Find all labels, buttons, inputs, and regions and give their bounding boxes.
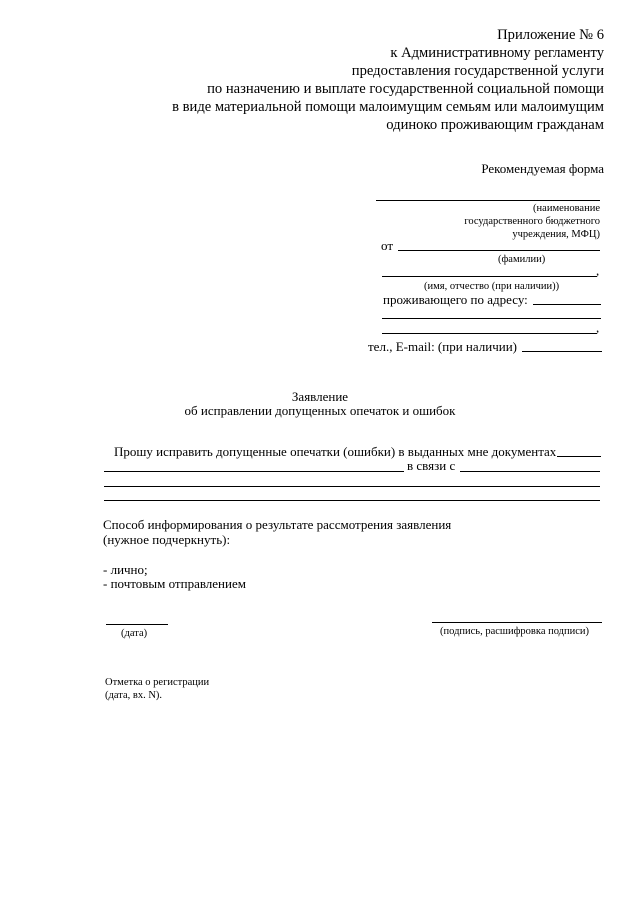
signature-hint: (подпись, расшифровка подписи) (440, 626, 590, 637)
date-hint: (дата) (121, 628, 148, 639)
phone-label: тел., E-mail: (при наличии) (368, 339, 517, 354)
from-label: от (381, 238, 394, 253)
due-to-label: в связи с (407, 458, 456, 473)
name-line-comma: , (596, 263, 600, 278)
appendix-header (172, 26, 604, 134)
surname-line[interactable] (398, 250, 600, 251)
document-title: Заявление (291, 389, 349, 404)
appendix-line: в виде материальной помощи малоимущим семьям или малоимущим (172, 99, 604, 115)
appendix-line: предоставления государственной услуги (351, 63, 604, 79)
inform-option-personal[interactable]: - лично; (103, 562, 148, 577)
appendix-line: к Административному регламенту (390, 45, 604, 61)
date-line[interactable] (106, 624, 168, 625)
due-to-line[interactable] (460, 471, 600, 472)
document-subtitle: об исправлении допущенных опечаток и ошибок (184, 403, 456, 418)
address-line[interactable] (533, 304, 601, 305)
surname-hint: (фамилии) (498, 254, 546, 265)
registration-hint: (дата, вх. N). (105, 690, 163, 701)
address-line-3[interactable] (382, 333, 597, 334)
institution-name-line[interactable] (376, 200, 600, 201)
appendix-number: Приложение № 6 (497, 27, 604, 43)
name-hint: (имя, отчество (при наличии)) (424, 281, 560, 292)
signature-line[interactable] (432, 622, 602, 623)
request-text: Прошу исправить допущенные опечатки (ошибки) в выданных мне документах (114, 444, 557, 459)
inform-option-post[interactable]: - почтовым отправлением (103, 576, 246, 591)
appendix-line: одиноко проживающим гражданам (386, 117, 604, 133)
request-line-1[interactable] (557, 456, 601, 457)
address-line-comma: , (596, 320, 600, 335)
address-line-2[interactable] (382, 318, 601, 319)
inform-text: Способ информирования о результате рассмотрения заявления (103, 517, 452, 532)
address-label: проживающего по адресу: (383, 292, 528, 307)
request-line-4[interactable] (104, 500, 600, 501)
phone-line[interactable] (522, 351, 602, 352)
inform-hint: (нужное подчеркнуть): (103, 532, 231, 547)
name-line[interactable] (382, 276, 597, 277)
registration-label: Отметка о регистрации (105, 677, 210, 688)
request-line-2[interactable] (104, 471, 404, 472)
request-line-3[interactable] (104, 486, 600, 487)
institution-hint: (наименование государственного бюджетного учреждения, МФЦ) (464, 203, 600, 240)
recommended-form-label: Рекомендуемая форма (481, 161, 604, 176)
appendix-line: по назначению и выплате государственной социальной помощи (207, 81, 604, 97)
